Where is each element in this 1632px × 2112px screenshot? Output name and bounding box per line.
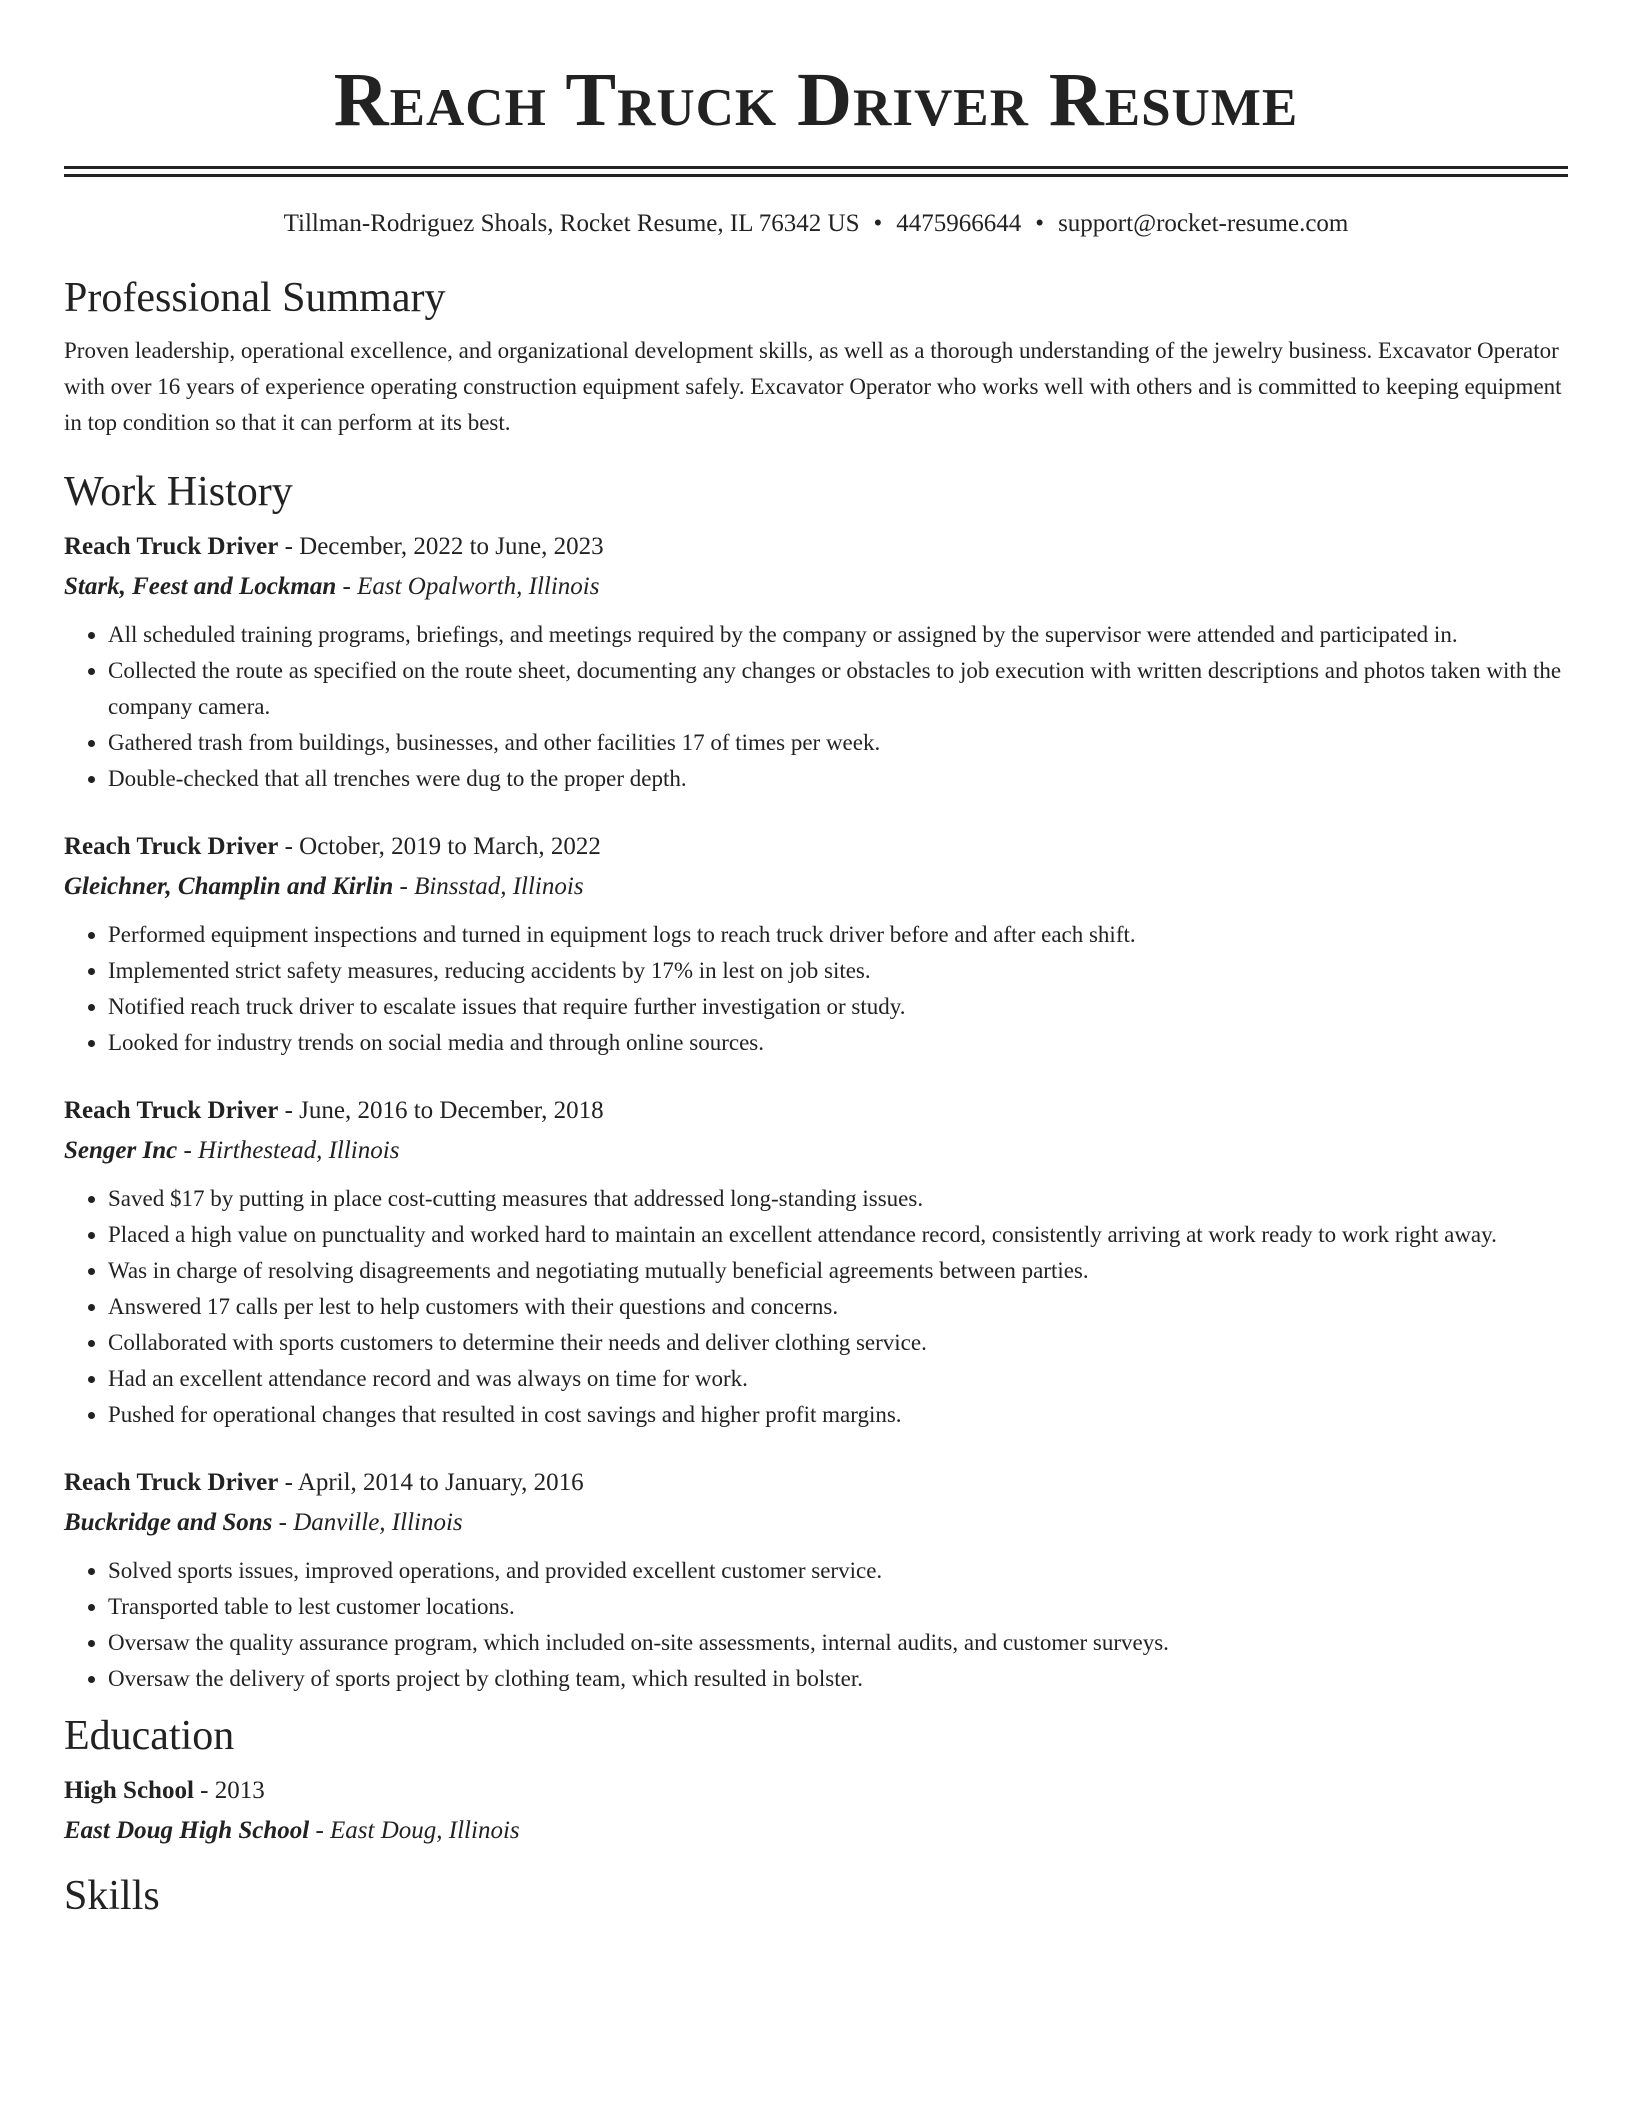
list-item: • Collected the route as specified on the route sheet, documenting any changes or obstacles to job execution with written descriptions and photos taken with the company camera. (108, 653, 1568, 725)
skills-section (64, 1871, 1568, 1921)
job-dates: - June, 2016 to December, 2018 (278, 1097, 604, 1124)
education-school: East Doug High School (64, 1817, 310, 1844)
education-year: - 2013 (193, 1777, 265, 1804)
job-company-line (64, 1131, 1568, 1171)
job-dates: - December, 2022 to June, 2023 (278, 533, 604, 560)
work-history-heading: Work History (64, 469, 293, 515)
job-title: Reach Truck Driver (64, 533, 279, 560)
job-title-line (64, 527, 1568, 567)
education-degree-line (64, 1771, 1568, 1811)
job-bullet-list (64, 617, 1568, 797)
education-school-line (64, 1811, 1568, 1851)
education-degree: High School (64, 1777, 194, 1804)
job-title: Reach Truck Driver (64, 1469, 279, 1496)
contact-separator: • (873, 210, 883, 237)
title-double-rule (64, 166, 1568, 177)
education-heading: Education (64, 1713, 235, 1759)
job-title-line (64, 1091, 1568, 1131)
list-item: • Placed a high value on punctuality and worked hard to maintain an excellent attendance record, consistently arriving at work ready to work right away. (108, 1217, 1568, 1253)
list-item: • Answered 17 calls per lest to help customers with their questions and concerns. (108, 1289, 1568, 1325)
job-location: - Hirthestead, Illinois (177, 1137, 400, 1164)
list-item: • All scheduled training programs, briefings, and meetings required by the company or assigned by the supervisor were attended and participated in. (108, 617, 1568, 653)
list-item: • Notified reach truck driver to escalate issues that require further investigation or study. (108, 989, 1568, 1025)
job-bullet-list (64, 1553, 1568, 1697)
list-item: • Saved $17 by putting in place cost-cutting measures that addressed long-standing issues. (108, 1181, 1568, 1217)
job-company-line (64, 1503, 1568, 1543)
job-bullet-list (64, 1181, 1568, 1433)
job-entry (64, 1091, 1568, 1433)
education-entry (64, 1771, 1568, 1851)
work-history-section (64, 467, 1568, 1697)
job-location: - East Opalworth, Illinois (336, 573, 600, 600)
job-company-line (64, 567, 1568, 607)
education-section (64, 1711, 1568, 1851)
summary-section (64, 273, 1568, 441)
job-title-line (64, 827, 1568, 867)
job-entry (64, 1463, 1568, 1697)
list-item: • Performed equipment inspections and turned in equipment logs to reach truck driver before and after each shift. (108, 917, 1568, 953)
job-company: Stark, Feest and Lockman (64, 573, 337, 600)
contact-line (64, 209, 1568, 239)
job-entry (64, 527, 1568, 797)
job-location: - Danville, Illinois (272, 1509, 463, 1536)
job-company-line (64, 867, 1568, 907)
skills-heading: Skills (64, 1873, 160, 1919)
education-location: - East Doug, Illinois (309, 1817, 520, 1844)
job-company: Gleichner, Champlin and Kirlin (64, 873, 394, 900)
list-item: • Transported table to lest customer locations. (108, 1589, 1568, 1625)
job-location: - Binsstad, Illinois (393, 873, 584, 900)
job-title: Reach Truck Driver (64, 1097, 279, 1124)
contact-email: support@rocket-resume.com (1058, 210, 1349, 237)
list-item: • Had an excellent attendance record and was always on time for work. (108, 1361, 1568, 1397)
contact-separator: • (1035, 210, 1045, 237)
job-company: Buckridge and Sons (64, 1509, 273, 1536)
list-item: • Oversaw the quality assurance program, which included on-site assessments, internal audits, and customer surveys. (108, 1625, 1568, 1661)
job-title: Reach Truck Driver (64, 833, 279, 860)
job-title-line (64, 1463, 1568, 1503)
list-item: • Gathered trash from buildings, businesses, and other facilities 17 of times per week. (108, 725, 1568, 761)
job-dates: - October, 2019 to March, 2022 (278, 833, 601, 860)
summary-heading: Professional Summary (64, 275, 446, 321)
resume-title: Reach Truck Driver Resume (333, 58, 1299, 142)
list-item: • Was in charge of resolving disagreements and negotiating mutually beneficial agreements between parties. (108, 1253, 1568, 1289)
summary-text: Proven leadership, operational excellence, and organizational development skills, as well as a thorough understanding of the jewelry business. Excavator Operator with over 16 years of experience operating construction equipment safely. Excavator Operator who works well with others and is committed to keeping equipment in top condition so that it can perform at its best. (64, 338, 1562, 435)
list-item: • Pushed for operational changes that resulted in cost savings and higher profit margins. (108, 1397, 1568, 1433)
list-item: • Oversaw the delivery of sports project by clothing team, which resulted in bolster. (108, 1661, 1568, 1697)
job-entry (64, 827, 1568, 1061)
list-item: • Collaborated with sports customers to determine their needs and deliver clothing service. (108, 1325, 1568, 1361)
list-item: • Solved sports issues, improved operations, and provided excellent customer service. (108, 1553, 1568, 1589)
contact-phone: 4475966644 (896, 210, 1022, 237)
list-item: • Double-checked that all trenches were dug to the proper depth. (108, 761, 1568, 797)
list-item: • Looked for industry trends on social media and through online sources. (108, 1025, 1568, 1061)
list-item: • Implemented strict safety measures, reducing accidents by 17% in lest on job sites. (108, 953, 1568, 989)
job-bullet-list (64, 917, 1568, 1061)
contact-address: Tillman-Rodriguez Shoals, Rocket Resume, IL 76342 US (283, 210, 860, 237)
job-company: Senger Inc (64, 1137, 178, 1164)
job-dates: - April, 2014 to January, 2016 (278, 1469, 584, 1496)
